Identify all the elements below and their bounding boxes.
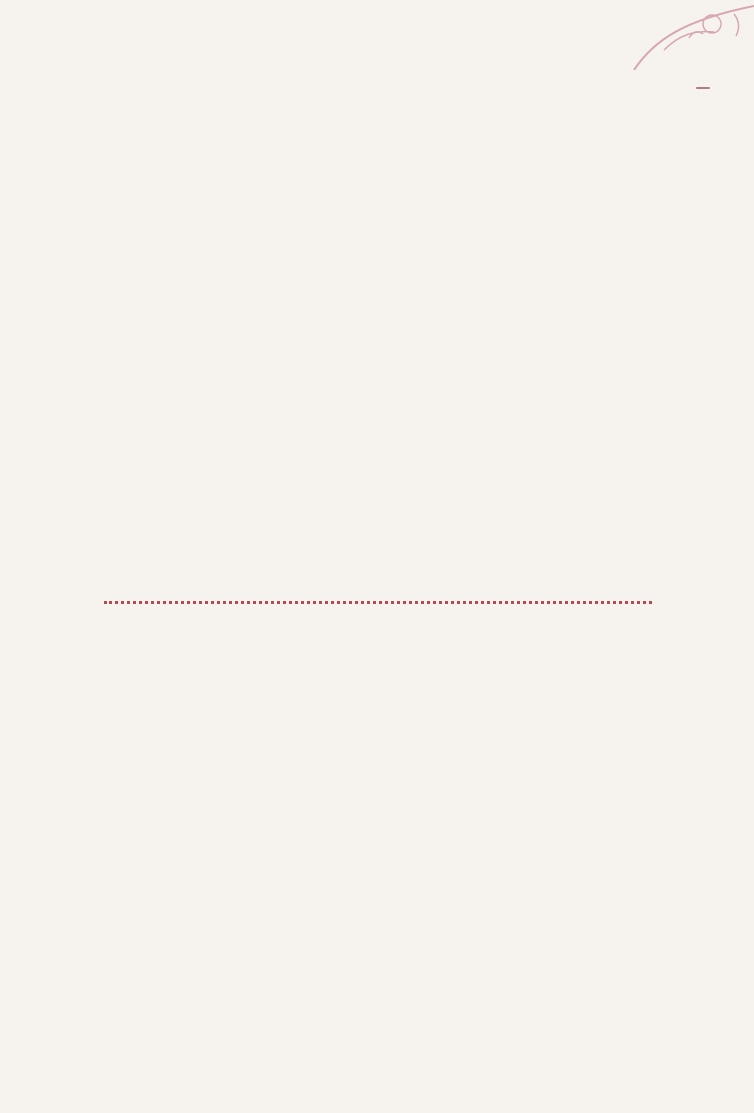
header-dash	[696, 87, 710, 89]
section-divider	[104, 601, 652, 604]
floral-ornament	[594, 0, 754, 70]
page-header	[686, 74, 720, 102]
